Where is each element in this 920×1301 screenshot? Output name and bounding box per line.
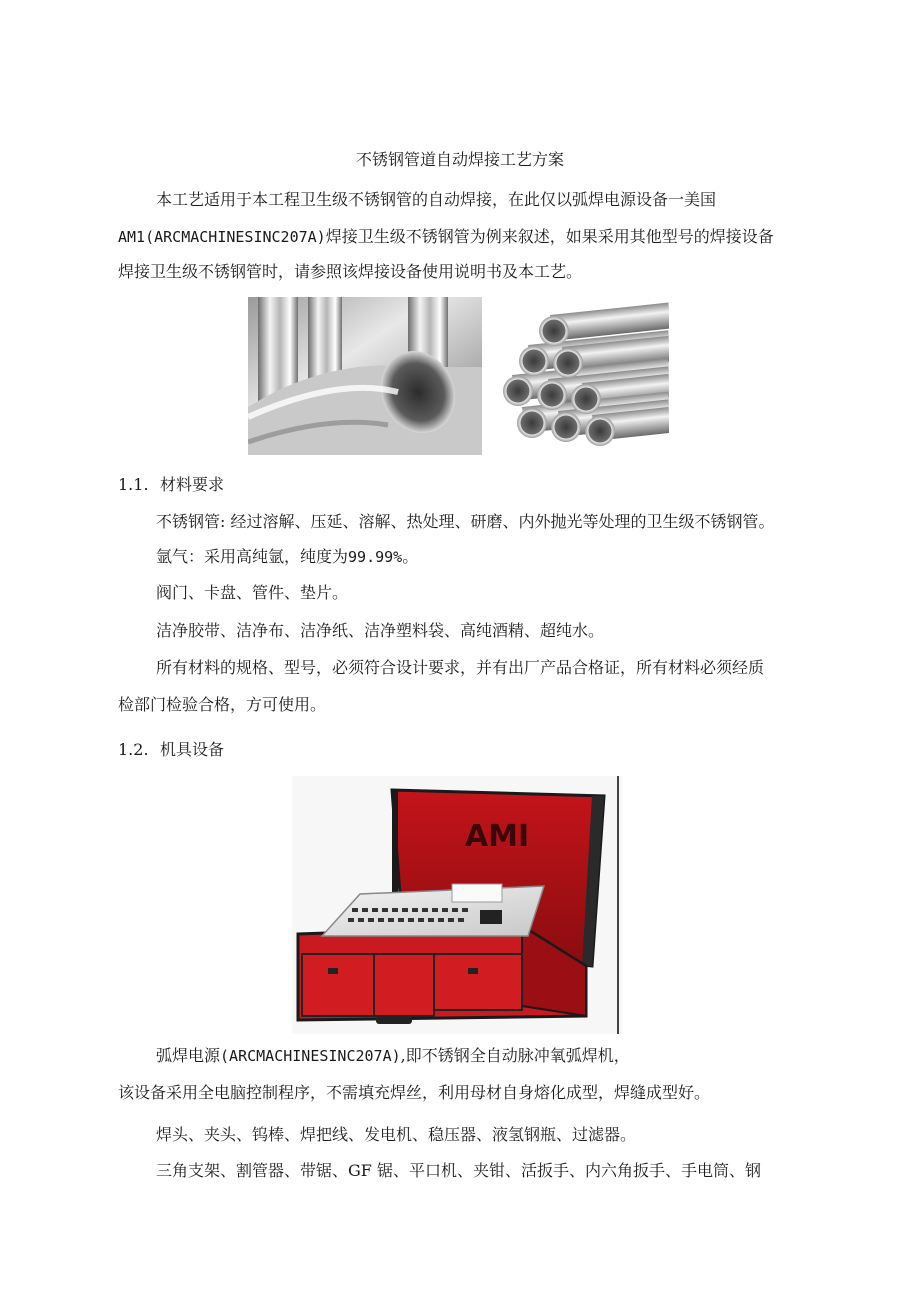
- stacked-pipes-graphic: [492, 297, 669, 455]
- ami-logo: AMI: [464, 819, 530, 854]
- argon-purity-value: 99.99%: [348, 548, 403, 566]
- section-1-2-title: 机具设备: [160, 740, 225, 759]
- intro-line-3: 焊接卫生级不锈钢管时，请参照该焊接设备使用说明书及本工艺。: [118, 262, 583, 281]
- equipment-paragraph-power-supply: [156, 1046, 630, 1066]
- ami-welding-machine-image: [292, 776, 622, 1034]
- power-supply-desc: ,即不锈钢全自动脉冲氧弧焊机，: [400, 1046, 630, 1065]
- stainless-pipe-closeup-graphic: [248, 297, 482, 455]
- ami-welding-machine-graphic: [292, 776, 622, 1034]
- materials-paragraph-spec-line-2: 检部门检验合格，方可使用。: [118, 695, 327, 714]
- power-supply-label: 弧焊电源: [156, 1046, 221, 1065]
- equipment-paragraph-tools: 三角支架、割管器、带锯、GF 锯、平口机、夹钳、活扳手、内六角扳手、手电筒、钢: [156, 1161, 761, 1180]
- section-1-2-number: 1.2.: [118, 740, 149, 759]
- materials-paragraph-argon: [156, 547, 418, 567]
- section-1-1-title: 材料要求: [160, 475, 225, 494]
- intro-line-1: 本工艺适用于本工程卫生级不锈钢管的自动焊接，在此仅以弧焊电源设备一美国: [156, 190, 717, 209]
- argon-text-end: 。: [402, 547, 419, 566]
- equipment-paragraph-accessories: 焊头、夹头、钨棒、焊把线、发电机、稳压器、液氢钢瓶、过滤器。: [156, 1125, 637, 1144]
- section-1-1-number: 1.1.: [118, 475, 149, 494]
- power-supply-model: (ARCMACHINESINC207A): [220, 1047, 401, 1065]
- document-title: 不锈钢管道自动焊接工艺方案: [355, 150, 564, 169]
- stainless-pipe-closeup-image: [248, 297, 482, 455]
- intro-line-2: [118, 227, 774, 247]
- intro-model-text: AM1(ARCMACHINESINC207A): [118, 228, 326, 246]
- materials-paragraph-pipes: 不锈钢管: 经过溶解、压延、溶解、热处理、研磨、内外抛光等处理的卫生级不锈钢管。: [156, 512, 775, 531]
- section-1-2-heading: [118, 740, 224, 760]
- materials-paragraph-spec-line-1: 所有材料的规格、型号，必须符合设计要求，并有出厂产品合格证，所有材料必须经质: [156, 658, 765, 677]
- materials-paragraph-cleaning: 洁净胶带、洁净布、洁净纸、洁净塑料袋、高纯酒精、超纯水。: [156, 621, 605, 640]
- intro-line-2-rest: 焊接卫生级不锈钢管为例来叙述，如果采用其他型号的焊接设备: [325, 227, 774, 246]
- materials-paragraph-valves: 阀门、卡盘、管件、垫片。: [156, 583, 349, 602]
- equipment-paragraph-control: 该设备采用全电脑控制程序，不需填充焊丝，利用母材自身熔化成型，焊缝成型好。: [118, 1083, 711, 1102]
- section-1-1-heading: [118, 475, 224, 495]
- stacked-pipes-image: [492, 297, 669, 455]
- argon-text: 氩气：采用高纯氩，纯度为: [156, 547, 349, 566]
